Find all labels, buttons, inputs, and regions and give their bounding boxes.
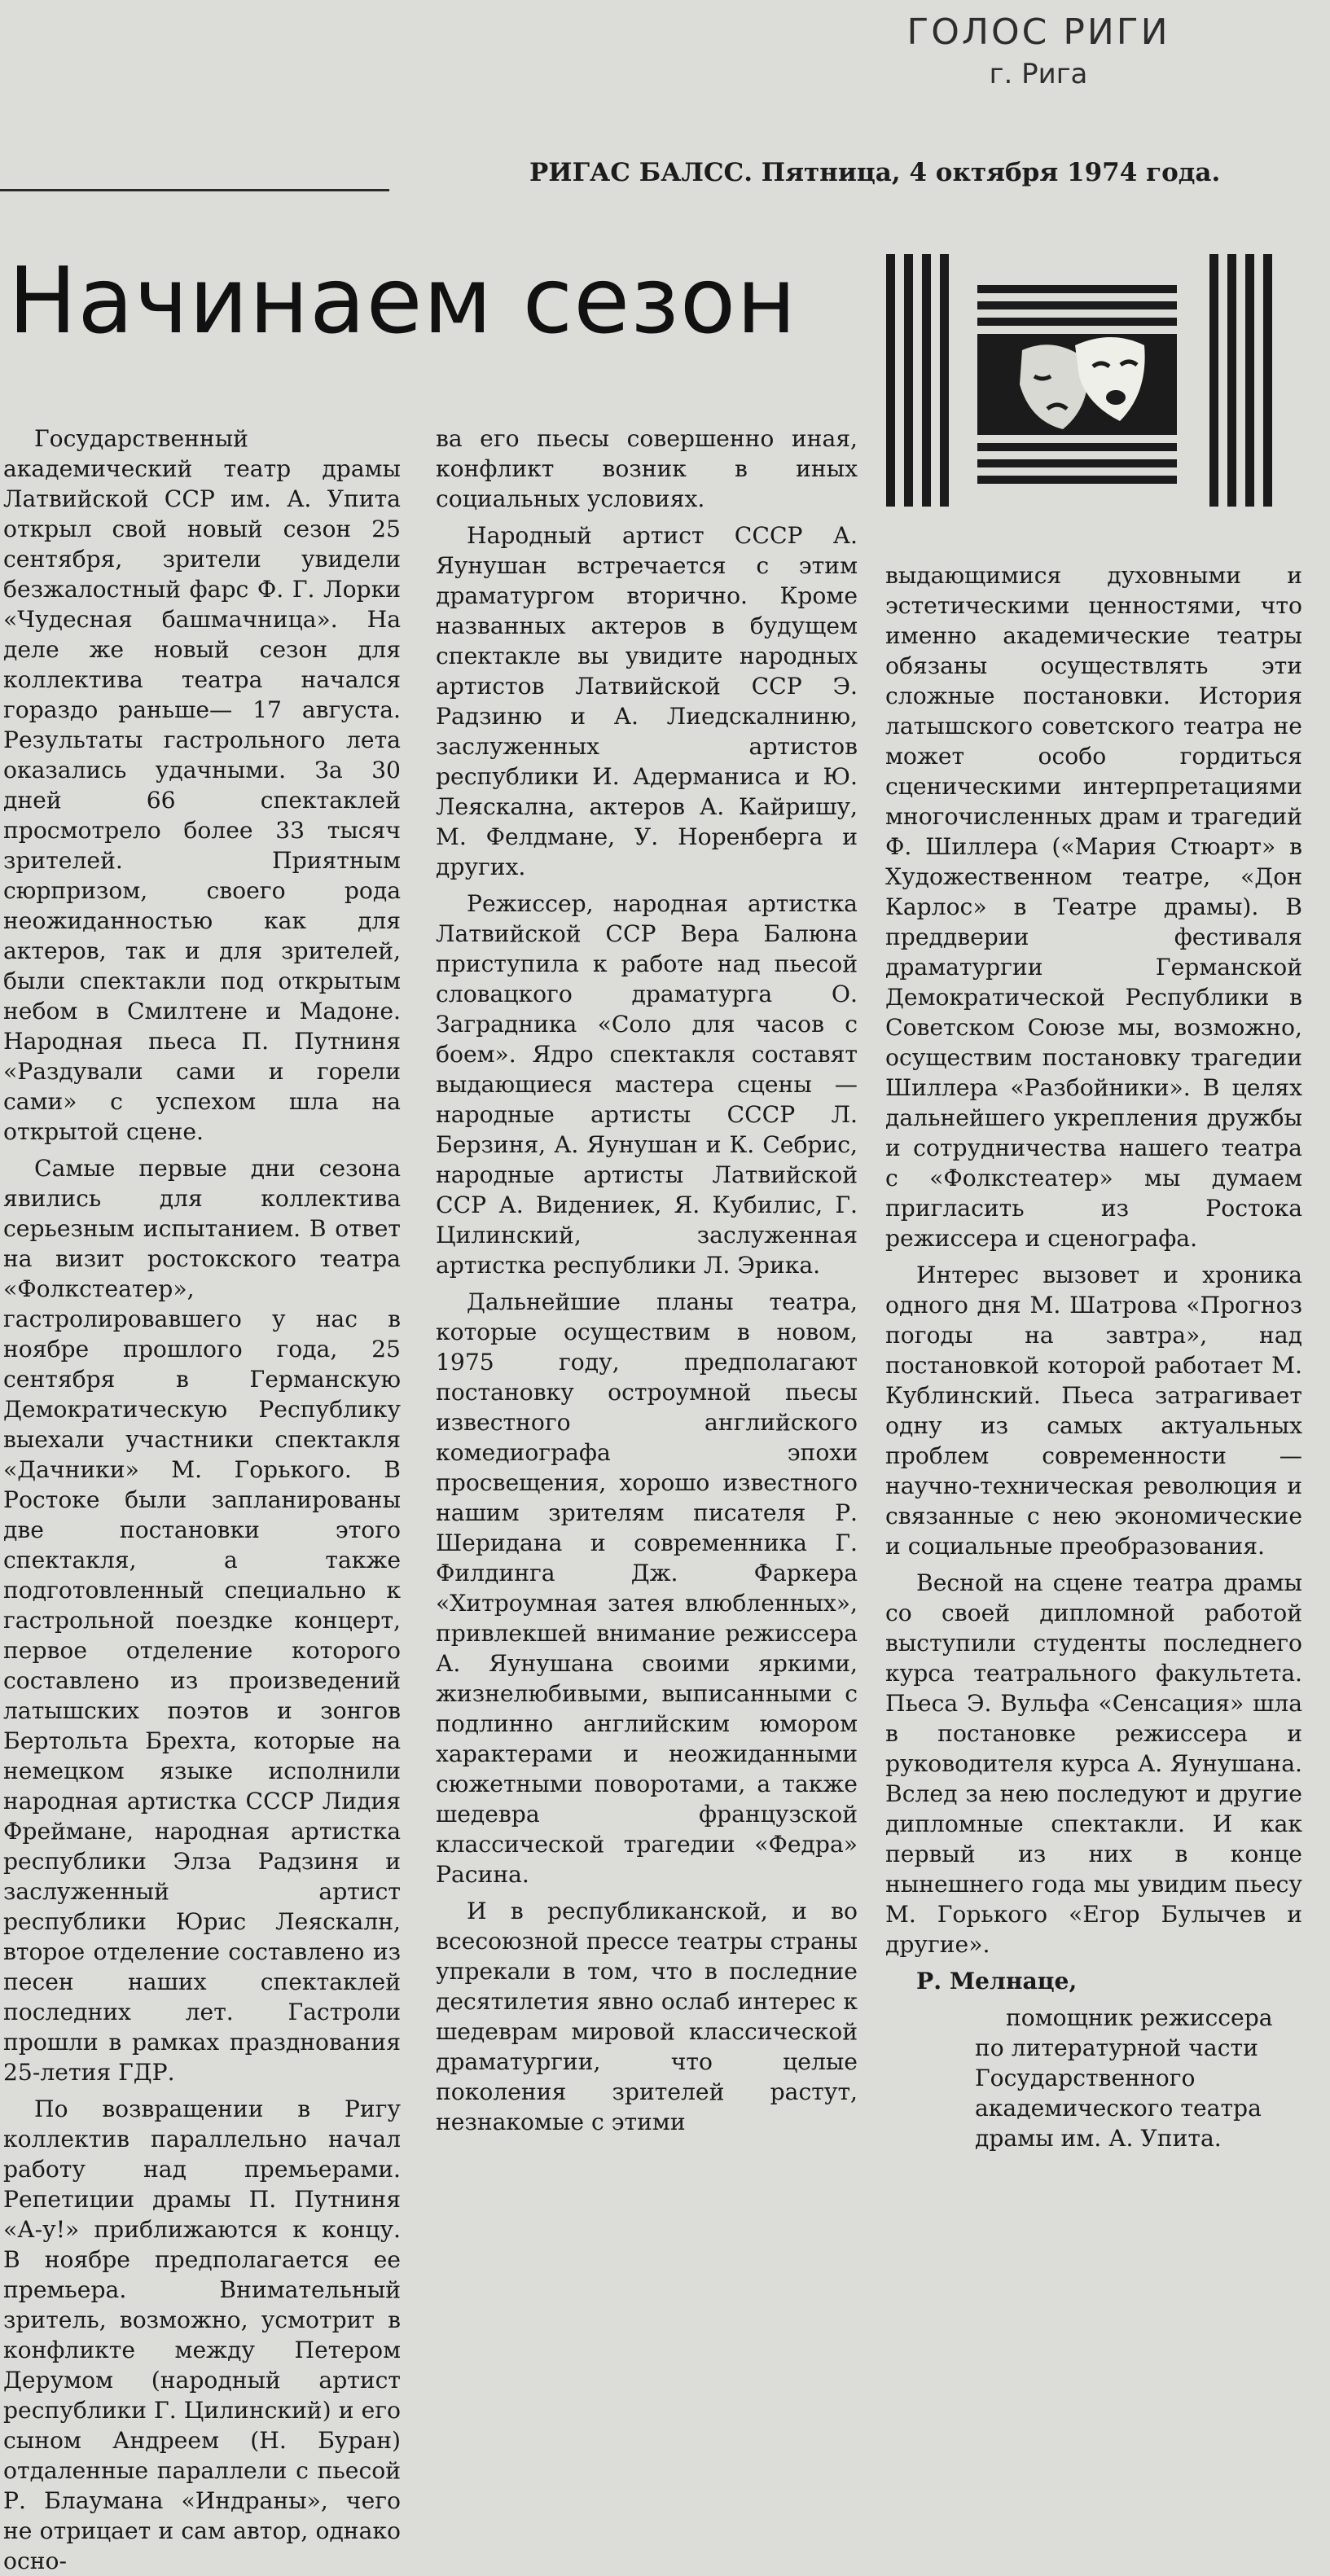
paragraph: Государственный академический театр драмы Латвийской ССР им. А. Упита открыл свой новый сезон 25 сентября, зрители увидели безжалостный фарс Ф. Г. Лорки «Чудесная башмачница». На деле же новый сезон для коллектива театра начался гораздо раньше— 17 августа. Результаты гастрольного лета оказались удачными. За 30 дней 66 спектаклей просмотрело более 33 тысяч зрителей. Приятным сюрпризом, своего рода неожиданностью как для актеров, так и для зрителей, были спектакли под открытым небом в Смилтене и Мадоне. Народная пьеса П. Путниня «Раздували сами и горели сами» с успехом шла на открытой сцене. (3, 425, 401, 1145)
author-name: Р. Мелнаце, (916, 1968, 1078, 1995)
paragraph: выдающимися духовными и эстетическими ценностями, что именно академические театры обязаны осуществлять эти сложные постановки. История латышского советского театра не может особо гордиться сценическими интерпретациями многочисленных драм и трагедий Ф. Шиллера («Мария Стюарт» в Художественном театре, «Дон Карлос» в Театре драмы). В преддверии фестиваля драматургии Германской Демократической Республики в Советском Союзе мы, возможно, осуществим постановку трагедии Шиллера «Разбойники». В целях дальнейшего укрепления дружбы и сотрудничества нашего театра с «Фолкстеатер» мы думаем пригласить из Ростока режиссера и сценографа. (885, 562, 1302, 1252)
paragraph: Режиссер, народная артистка Латвийской ССР Вера Балюна приступила к работе над пьесой словацкого драматурга О. Заградника «Соло для часов с боем». Ядро спектакля составят выдающиеся мастера сцены — народные артисты СССР Л. Берзиня, А. Яунушан и К. Себрис, народные артисты Латвийской ССР А. Видениек, Я. Кубилис, Г. Цилинский, заслуженная артистка республики Л. Эрика. (436, 890, 858, 1279)
paragraph: ва его пьесы совершенно иная, конфликт возник в иных социальных условиях. (436, 425, 858, 512)
stamp-line-2: г. Рига (989, 58, 1088, 90)
header-rule (0, 189, 389, 191)
article-column-2 (436, 423, 858, 2137)
paragraph: И в республиканской, и во всесоюзной прессе театры страны упрекали в том, что в последние десятилетия явно ослаб интерес к шедеврам мировой классической драматургии, что целые поколения зрителей растут, незнакомые с этими (436, 1898, 858, 2135)
article-column-3 (885, 560, 1302, 2153)
paragraph: Дальнейшие планы театра, которые осуществим в новом, 1975 году, предполагают постановку остроумной пьесы известного английского комедиографа эпохи просвещения, хорошо известного нашим зрителям писателя Р. Шеридана и современника Г. Филдинга Дж. Фаркера «Хитроумная затея влюбленных», привлекшей внимание режиссера А. Яунушана своими яркими, жизнелюбивыми, выписанными с подлинно английским юмором характерами и неожиданными сюжетными поворотами, а также шедевра французской классической трагедии «Федра» Расина. (436, 1288, 858, 1888)
article-headline: Начинаем сезон (8, 248, 797, 354)
theatre-mask-icon (880, 254, 1279, 507)
archive-stamp (884, 10, 1193, 93)
paragraph: Весной на сцене театра драмы со своей дипломной работой выступили студенты последнего курса театрального факультета. Пьеса Э. Вульфа «Сенсация» шла в постановке режиссера и руководителя курса А. Яунушана. Вслед за нею последуют и другие дипломные спектакли. И как первый из них в конце нынешнего года мы увидим пьесу М. Горького «Егор Булычев и другие». (885, 1569, 1302, 1958)
paragraph: Самые первые дни сезона явились для коллектива серьезным испытанием. В ответ на визит ростокского театра «Фолкстеатер», гастролировавшего у нас в ноябре прошлого года, 25 сентября в Германскую Демократическую Республику выехали участники спектакля «Дачники» М. Горького. В Ростоке были запланированы две постановки этого спектакля, а также подготовленный специально к гастрольной поездке концерт, первое отделение которого составлено из произведений латышских поэтов и зонгов Бертольта Брехта, которые на немецком языке исполнили народная артистка СССР Лидия Фреймане, народная артистка республики Элза Радзиня и заслуженный артист республики Юрис Леяскалн, второе отделение составлено из песен наших спектаклей последних лет. Гастроли прошли в рамках празднования 25-летия ГДР. (3, 1155, 401, 2086)
stamp-line-1: ГОЛОС РИГИ (906, 11, 1170, 53)
paragraph: Народный артист СССР А. Яунушан встречается с этим драматургом вторично. Кроме названных актеров в будущем спектакле вы увидите народных артистов Латвийской ССР Э. Радзиню и А. Лиедскалниню, заслуженных артистов республики И. Адерманиса и Ю. Леяскална, актеров А. Кайришу, М. Фелдмане, У. Норенберга и других. (436, 522, 858, 880)
paragraph: Интерес вызовет и хроника одного дня М. Шатрова «Прогноз погоды на завтра», над постановкой которой работает М. Кублинский. Пьеса затрагивает одну из самых актуальных проблем современности — научно-техническая революция и связанные с нею экономические и социальные преобразования. (885, 1262, 1302, 1560)
newspaper-dateline: РИГАС БАЛСС. Пятница, 4 октября 1974 года. (529, 158, 1221, 187)
author-role: помощник режиссера по литературной части Государственного академического театра драмы им. А. Упита. (975, 2004, 1273, 2152)
article-column-1 (3, 423, 401, 2576)
paragraph: По возвращении в Ригу коллектив параллельно начал работу над премьерами. Репетиции драмы П. Путниня «А-у!» приближаются к концу. В ноябре предполагается ее премьера. Внимательный зритель, возможно, усмотрит в конфликте между Петером Дерумом (народный артист республики Г. Цилинский) и его сыном Андреем (Н. Буран) отдаленные параллели с пьесой Р. Блаумана «Индраны», чего не отрицает и сам автор, однако осно- (3, 2095, 401, 2574)
